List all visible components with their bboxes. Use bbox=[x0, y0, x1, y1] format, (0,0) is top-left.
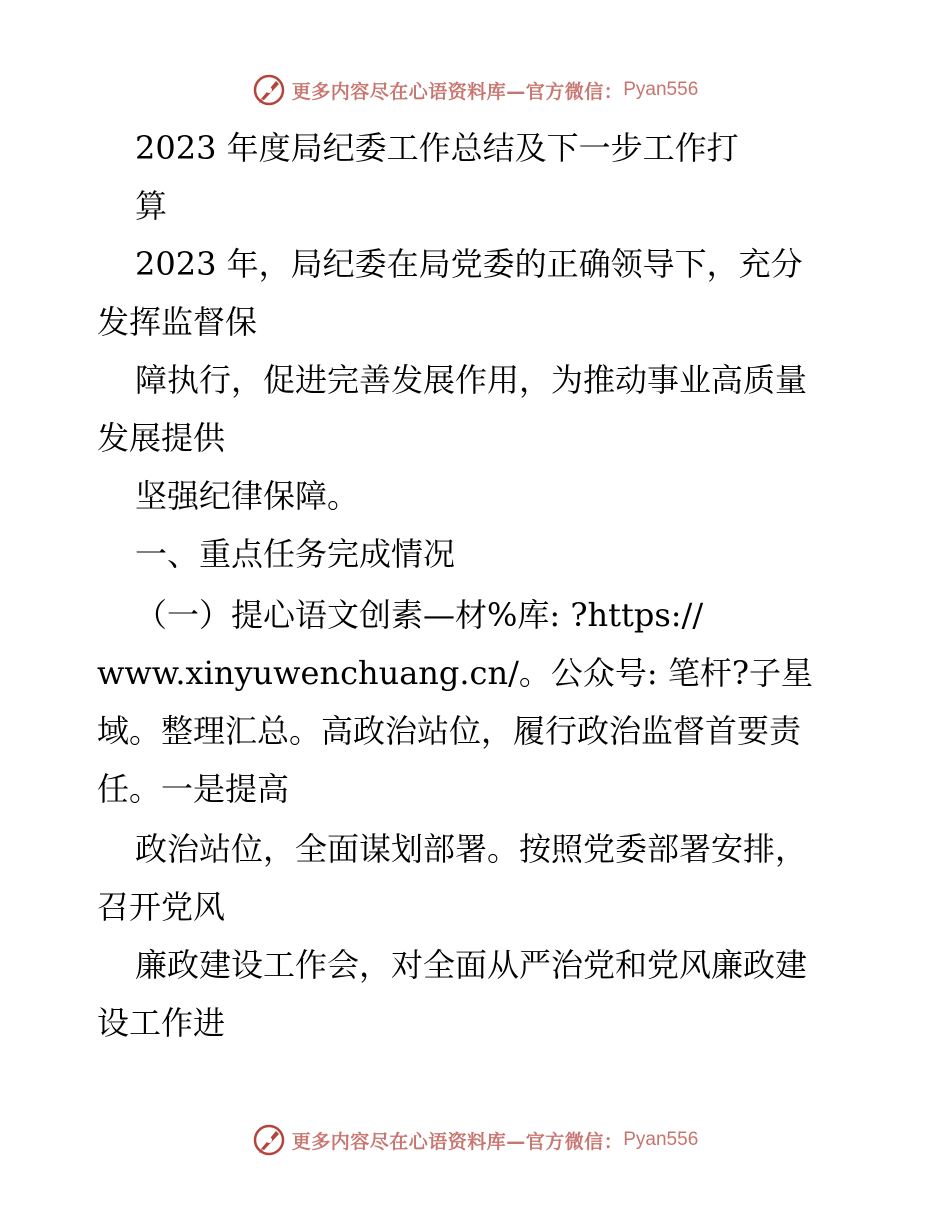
banner-account: Pyan556 bbox=[623, 1129, 699, 1150]
quill-pen-logo-icon bbox=[252, 1123, 286, 1157]
header-banner bbox=[0, 70, 950, 110]
paragraph-line: 发挥监督保 bbox=[97, 303, 258, 341]
paragraph-line: 任。一是提高 bbox=[97, 770, 290, 808]
banner-account: Pyan556 bbox=[623, 79, 699, 100]
paragraph-line: 坚强纪律保障。 bbox=[135, 477, 360, 515]
doc-title-line-2: 算 bbox=[135, 187, 168, 225]
section-heading: 一、重点任务完成情况 bbox=[135, 535, 456, 573]
paragraph-line: www.xinyuwenchuang.cn/。公众号: 笔杆?子星 bbox=[97, 654, 813, 692]
paragraph-line: 廉政建设工作会，对全面从严治党和党风廉政建 bbox=[135, 946, 808, 984]
paragraph-line: 障执行，促进完善发展作用，为推动事业高质量 bbox=[135, 361, 808, 399]
paragraph-line: 域。整理汇总。高政治站位，履行政治监督首要责 bbox=[97, 712, 802, 750]
paragraph-line: 发展提供 bbox=[97, 419, 226, 457]
banner-text: 更多内容尽在心语资料库—官方微信： bbox=[291, 80, 624, 103]
banner-text: 更多内容尽在心语资料库—官方微信： bbox=[291, 1130, 624, 1153]
quill-pen-logo-icon bbox=[252, 73, 286, 107]
footer-banner bbox=[0, 1120, 950, 1160]
paragraph-line: （一）提心语文创素—材%库: ?https:// bbox=[135, 596, 704, 634]
paragraph-line: 召开党风 bbox=[97, 888, 226, 926]
doc-title-line-1: 2023 年度局纪委工作总结及下一步工作打 bbox=[135, 129, 739, 167]
paragraph-line: 设工作进 bbox=[97, 1004, 226, 1042]
paragraph-line: 政治站位，全面谋划部署。按照党委部署安排， bbox=[135, 830, 808, 868]
paragraph-line: 2023 年，局纪委在局党委的正确领导下，充分 bbox=[135, 245, 803, 283]
